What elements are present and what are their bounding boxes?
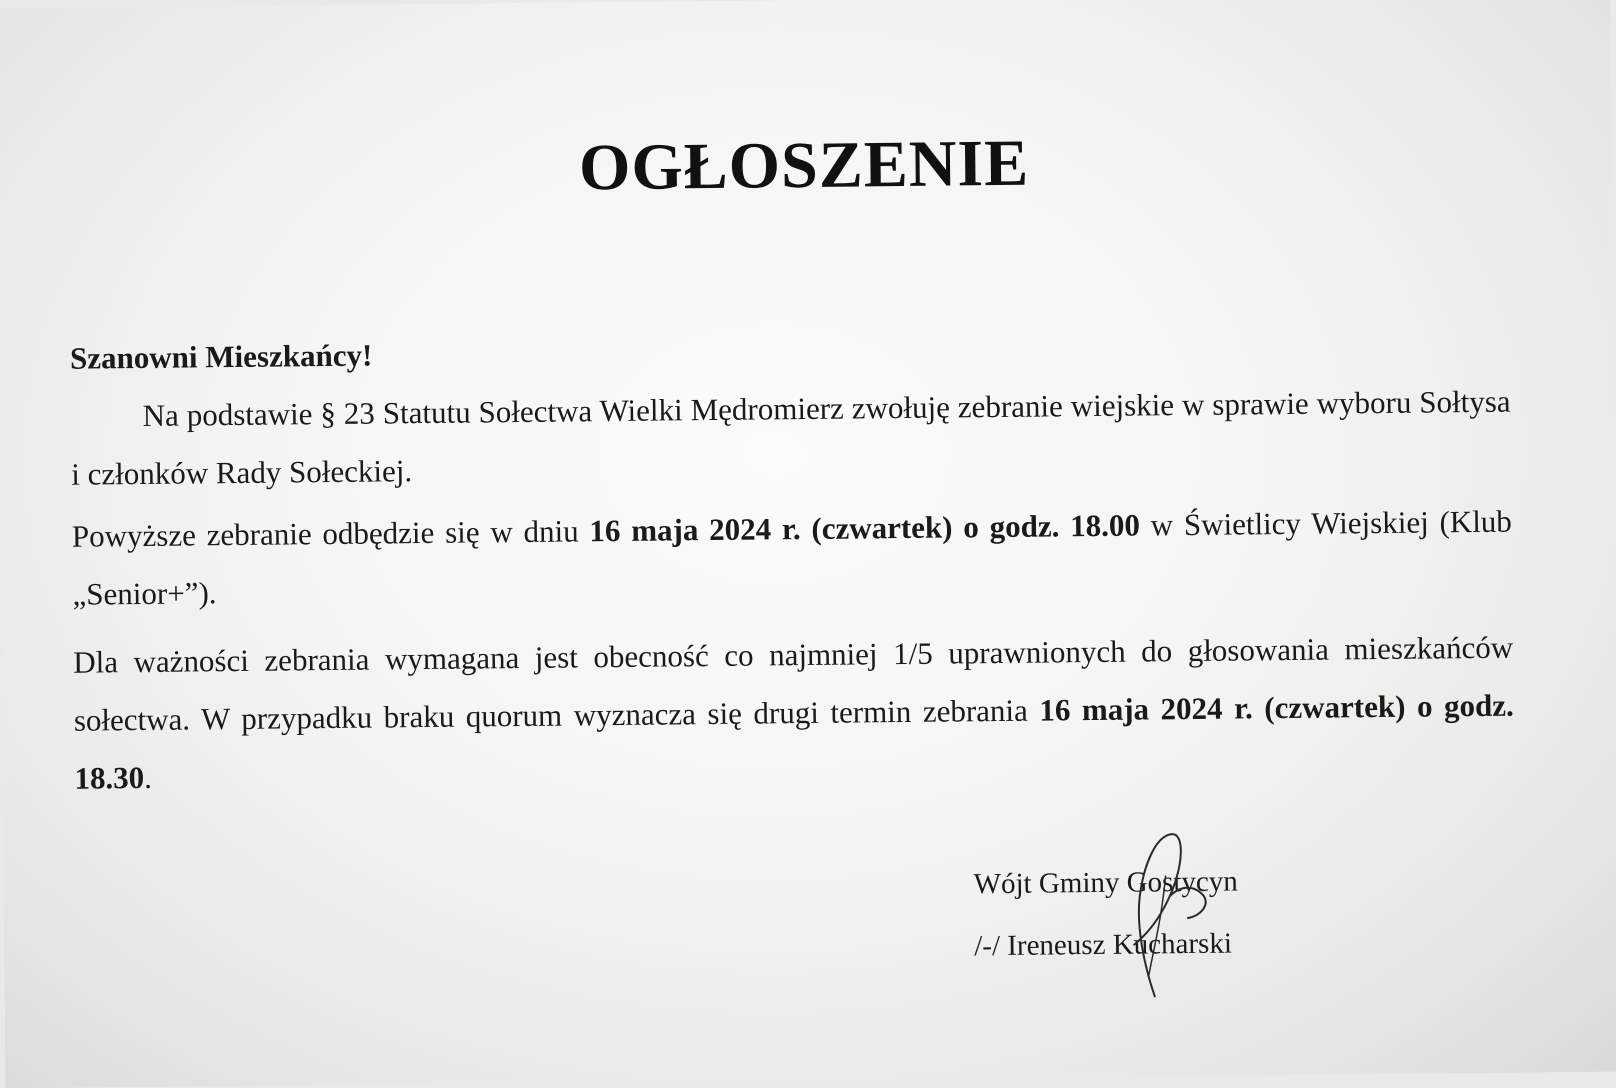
second-term-date-time: 16 maja 2024 r. (czwartek) o godz. 18.30: [74, 687, 1514, 796]
greeting: Szanowni Mieszkańcy!: [69, 337, 373, 376]
meeting-location: w Świetlicy Wiejskiej (Klub „Senior+”).: [72, 503, 1513, 612]
paragraph-quorum: [73, 619, 1515, 808]
meeting-date-intro: Powyższe zebranie odbędzie się w dniu: [71, 513, 590, 554]
quorum-text: Dla ważności zebrania wymagana jest obecność co najmniej 1/5 uprawnionych do głosowania mieszkańców sołectwa. W przypadku braku quorum wyznacza się drugi termin zebrania: [73, 629, 1514, 738]
signatory-name: /-/ Ireneusz Kucharski: [974, 927, 1233, 963]
signatory-title: Wójt Gminy Gostycyn: [973, 865, 1238, 901]
meeting-date-time: 16 maja 2024 r. (czwartek) o godz. 18.00: [589, 507, 1141, 549]
paragraph-indent: [71, 426, 143, 427]
paragraph-convocation: [70, 373, 1511, 504]
paragraph-meeting-date: [72, 493, 1513, 624]
paragraph-convocation-text: Na podstawie § 23 Statutu Sołectwa Wielki Mędromierz zwołuję zebranie wiejskie w sprawie wyboru Sołtysa i członków Rady Sołeckiej.: [71, 383, 1511, 492]
quorum-end: .: [144, 759, 153, 795]
handwritten-signature: [1113, 826, 1225, 1007]
page-title: OGŁOSZENIE: [578, 126, 1030, 205]
